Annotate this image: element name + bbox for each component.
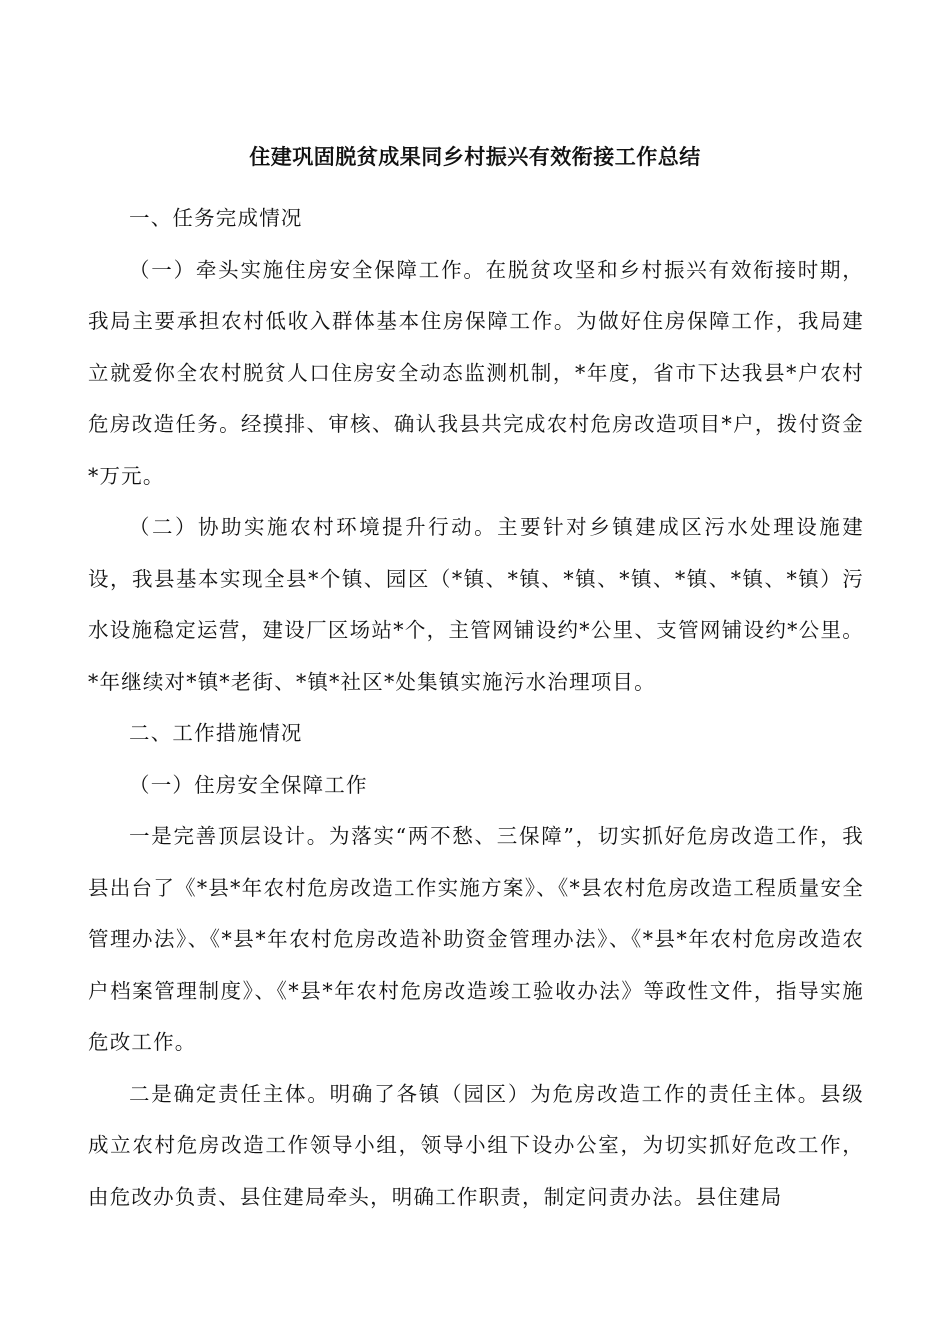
paragraph-responsibility: 二是确定责任主体。明确了各镇（园区）为危房改造工作的责任主体。县级成立农村危房改造工作领导小组，领导小组下设办公室，为切实抓好危改工作，由危改办负责、县住建局牵头，明确工作职责，制定问责办法。县住建局 (88, 1081, 864, 1209)
section-heading-2: 二、工作措施情况 (129, 721, 303, 745)
document-title: 住建巩固脱贫成果同乡村振兴有效衔接工作总结 (249, 145, 701, 169)
paragraph-rural-environment: （二）协助实施农村环境提升行动。主要针对乡镇建成区污水处理设施建设，我县基本实现全县*个镇、园区（*镇、*镇、*镇、*镇、*镇、*镇、*镇）污水设施稳定运营，建设厂区场站*个，主管网铺设约*公里、支管网铺设约*公里。*年继续对*镇*老街、*镇*社区*处集镇实施污水治理项目。 (88, 515, 864, 694)
paragraph-top-level-design: 一是完善顶层设计。为落实“两不愁、三保障”，切实抓好危房改造工作，我县出台了《*县*年农村危房改造工作实施方案》、《*县农村危房改造工程质量安全管理办法》、《*县*年农村危房改造补助资金管理办法》、《*县*年农村危房改造农户档案管理制度》、《*县*年农村危房改造竣工验收办法》等政性文件，指导实施危改工作。 (88, 824, 864, 1054)
document-body (88, 193, 864, 1223)
subsection-heading-housing: （一）住房安全保障工作 (129, 772, 368, 797)
section-heading-1: 一、任务完成情况 (129, 206, 303, 230)
paragraph-housing-security: （一）牵头实施住房安全保障工作。在脱贫攻坚和乡村振兴有效衔接时期，我局主要承担农村低收入群体基本住房保障工作。为做好住房保障工作，我局建立就爱你全农村脱贫人口住房安全动态监测机制，*年度，省市下达我县*户农村危房改造任务。经摸排、审核、确认我县共完成农村危房改造项目*户，拨付资金*万元。 (88, 257, 864, 488)
